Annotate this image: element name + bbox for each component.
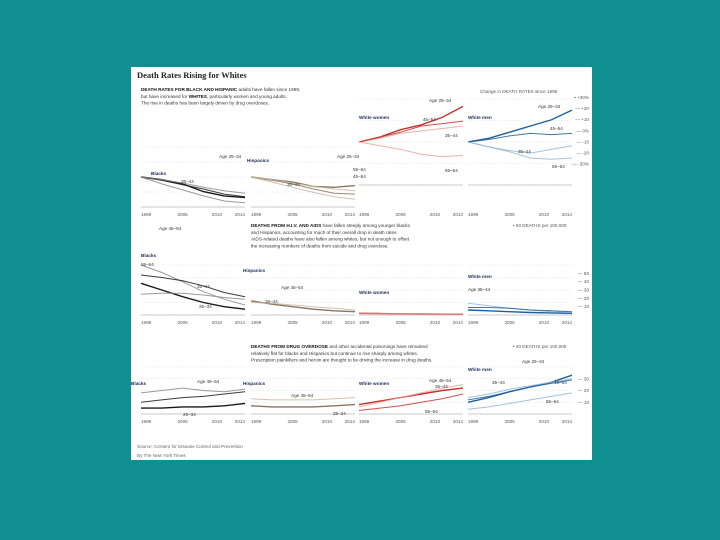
intro-segment: Prescription painkillers and heroin are thought to be driving the increase in drug deaths. [251, 357, 433, 363]
row-2-intro-line-2 [251, 358, 432, 363]
row-2-x-tick: 2014 [452, 419, 463, 424]
series-line-55–64 [359, 142, 463, 157]
row-0-x-tick: 2005 [395, 212, 406, 217]
row-1-panel-1-label: Age 45–54 [281, 285, 304, 290]
row-1-y-tick: — 30 [578, 287, 589, 293]
row-2-x-tick: 1999 [141, 419, 152, 424]
row-0-y-tick: — +10 [575, 117, 589, 123]
row-1-panel-1-label: 35–44 [265, 299, 278, 304]
row-0-panel-3-label: 45–54 [550, 126, 563, 131]
row-1-intro-line-3 [251, 243, 389, 248]
row-1-intro-line-1 [251, 230, 398, 235]
row-2-panel-0 [141, 367, 245, 414]
row-1-panel-2-label: White women [359, 290, 390, 295]
row-0-x-tick: 2014 [452, 212, 463, 217]
intro-segment: have fallen steeply among younger blacks [321, 223, 410, 228]
row-0-panel-3-label: 55–64 [552, 164, 565, 169]
row-0-panel-2-label: 45–54 [423, 117, 436, 122]
row-2-panel-2-label: Age 45–54 [429, 378, 452, 383]
row-2-x-tick: 1999 [251, 419, 262, 424]
row-2-panel-1-label: Age 45–54 [291, 393, 314, 398]
row-0-x-tick: 2005 [287, 212, 298, 217]
row-1-y-tick: — 50 [578, 270, 589, 276]
row-1-panel-1-label: Hispanics [243, 268, 266, 273]
row-1-panel-0-label: 55–64 [141, 262, 154, 267]
row-1-x-tick: 2014 [561, 320, 572, 325]
row-0-panel-3-label: White men [468, 115, 492, 120]
series-line-45–54 [468, 133, 572, 142]
intro-segment: , particularly women and young adults. [206, 93, 287, 99]
row-2-panel-0-label: Blacks [131, 381, 147, 386]
row-0-x-tick: 2010 [429, 212, 441, 217]
series-line-55–64 [141, 293, 245, 299]
row-0-panel-0-label: 35–44 [181, 179, 194, 184]
row-2-x-tick: 2014 [561, 419, 572, 424]
row-0-panel-2-label: White women [359, 115, 390, 120]
row-0-x-tick: 1999 [359, 212, 370, 217]
row-1-y-tick: — 20 [578, 295, 589, 301]
row-1-panel-0-label: Blacks [141, 253, 157, 258]
row-2-x-tick: 2005 [177, 419, 188, 424]
intro-segment: WHITES [188, 93, 207, 99]
row-2-intro-line-0 [251, 344, 428, 349]
row-2-x-tick: 2014 [234, 419, 245, 424]
row-1-y-tick: — 40 [578, 279, 589, 285]
row-2-panel-3-label: 45–54 [554, 380, 567, 385]
intro-segment: relatively flat for blacks and Hispanics but continue to rise sharply among whites. [251, 350, 419, 356]
row-1-panel-1 [251, 265, 355, 315]
row-0-axis-title: Change in DEATH RATES since 1999 [480, 89, 558, 94]
row-0-x-tick: 1999 [141, 212, 152, 217]
row-0-y-tick: — -10 [576, 139, 589, 145]
row-1-panel-3-label: Age 35–44 [468, 287, 491, 292]
chart-figure [131, 67, 592, 460]
row-2-panel-2-label: 55–64 [425, 409, 438, 414]
row-0-x-tick: 2005 [177, 212, 188, 217]
row-1-x-tick: 2005 [504, 320, 515, 325]
series-line-35–44 [251, 177, 355, 199]
row-2-x-tick: 2010 [429, 419, 441, 424]
intro-segment: the increasing numbers of deaths from suicide and drug overdose. [251, 243, 389, 249]
row-0-x-tick: 2010 [321, 212, 333, 217]
row-2-panel-2 [359, 367, 463, 414]
row-2-y-tick: — 20 [578, 388, 589, 393]
row-0-y-tick: • +30% [574, 95, 589, 100]
intro-segment: AIDS-related deaths have also fallen among whites, but not enough to offset [251, 236, 410, 242]
row-0-x-tick: 2010 [211, 212, 223, 217]
row-1-panel-3-label: White men [468, 274, 492, 279]
intro-segment: The rise in deaths has been largely driven by drug overdoses. [141, 100, 270, 106]
row-0-y-tick: — -20 [576, 150, 589, 156]
row-2-x-tick: 2010 [321, 419, 333, 424]
row-2-x-tick: 1999 [468, 419, 479, 424]
row-1-x-tick: 1999 [141, 320, 152, 325]
row-0-panel-1-label: Age 25–34 [337, 154, 360, 159]
row-2-panel-1 [251, 367, 355, 414]
row-0-x-tick: 2014 [561, 212, 572, 217]
row-2-panel-3-label: 35–44 [492, 380, 505, 385]
row-0-x-tick: 2005 [504, 212, 515, 217]
row-1-x-tick: 1999 [251, 320, 262, 325]
intro-segment: and Hispanics, accounting for much of their overall drop in death rates. [251, 229, 398, 235]
credit-note: By The New York Times [137, 453, 186, 458]
row-2-x-tick: 2005 [395, 419, 406, 424]
row-2-x-tick: 2005 [287, 419, 298, 424]
row-2-x-tick: 2005 [504, 419, 515, 424]
row-2-panel-2-label: White women [359, 381, 390, 386]
row-1-x-tick: 2010 [321, 320, 333, 325]
row-2-panel-3-label: White men [468, 367, 492, 372]
row-2-panel-0-label: Age 45–54 [197, 379, 220, 384]
intro-segment: DEATH RATES FOR BLACK AND HISPANIC [141, 87, 238, 92]
row-2-panel-0-label: 25–34 [183, 412, 196, 417]
row-0-x-tick: 1999 [251, 212, 262, 217]
row-0-y-tick: — -30% [572, 161, 589, 167]
row-1-x-tick: 2005 [287, 320, 298, 325]
row-1-x-tick: 2014 [452, 320, 463, 325]
row-1-axis-title: • 60 DEATHS per 100,000 [513, 223, 567, 228]
row-0-y-tick: — +20 [575, 106, 589, 112]
intro-segment: but have increased for [141, 93, 189, 99]
row-1-panel-0 [141, 265, 245, 315]
row-0-x-tick: 2010 [538, 212, 550, 217]
row-1-panel-0-label: 25–34 [199, 304, 212, 309]
intro-segment: and other accidental poisonings have remained [328, 344, 428, 349]
series-line-45–54 [359, 314, 463, 315]
row-2-x-tick: 1999 [359, 419, 370, 424]
row-1-x-tick: 2005 [395, 320, 406, 325]
row-0-x-tick: 1999 [468, 212, 479, 217]
source-note: Source: Centers for Disease Control and Prevention [137, 444, 243, 449]
row-2-panel-3-label: 55–64 [546, 399, 559, 404]
row-0-intro-line-0 [141, 87, 300, 92]
row-2-y-tick: — 30 [578, 376, 589, 382]
row-0-intro-line-1 [141, 94, 287, 99]
row-2-x-tick: 2014 [344, 419, 355, 424]
row-2-x-tick: 2010 [538, 419, 550, 424]
series-line-45–54 [251, 177, 355, 194]
intro-segment: DEATHS FROM H.I.V. AND AIDS [251, 223, 322, 228]
row-2-panel-2-label: 35–44 [435, 384, 448, 389]
chart-card [131, 67, 592, 460]
row-2-y-tick: — 10 [578, 399, 589, 405]
row-1-x-tick: 1999 [359, 320, 370, 325]
row-0-panel-1-label: 45–54 [353, 174, 366, 179]
row-1-x-tick: 2010 [211, 320, 223, 325]
row-0-panel-0-label: Blacks [151, 171, 167, 176]
row-1-intro-line-2 [251, 237, 410, 242]
row-1-panel-0-label: 35–44 [197, 284, 210, 289]
row-0-intro-line-2 [141, 101, 269, 106]
row-0-panel-1-label: Hispanics [247, 158, 270, 163]
intro-segment: adults have fallen since 1999, [237, 87, 301, 92]
row-1-x-tick: 2005 [177, 320, 188, 325]
row-0-x-tick: 2014 [344, 212, 355, 217]
series-line-25–34 [251, 405, 355, 407]
row-2-intro-line-1 [251, 351, 418, 356]
row-2-panel-1-label: 25–34 [333, 411, 346, 416]
row-1-y-tick: — 10 [578, 304, 589, 310]
row-0-x-tick: 2014 [234, 212, 245, 217]
series-line-25–34 [141, 403, 245, 408]
row-1-x-tick: 2010 [429, 320, 441, 325]
row-2-axis-title: • 40 DEATHS per 100,000 [513, 344, 567, 349]
chart-title: Death Rates Rising for Whites [137, 70, 247, 80]
row-1-panel-0-label: Age 45–54 [159, 226, 182, 231]
row-0-panel-2-label: 35–44 [445, 133, 458, 138]
row-2-panel-3 [468, 367, 572, 414]
row-2-panel-1-label: Hispanics [243, 381, 266, 386]
row-1-x-tick: 2010 [538, 320, 550, 325]
row-1-x-tick: 2014 [234, 320, 245, 325]
row-0-y-tick: — 0% [576, 128, 589, 134]
row-1-intro-line-0 [251, 223, 410, 228]
row-2-x-tick: 2010 [211, 419, 223, 424]
intro-segment: DEATHS FROM DRUG OVERDOSE [251, 344, 329, 349]
series-line-55–64 [141, 392, 245, 403]
row-1-x-tick: 2014 [344, 320, 355, 325]
row-2-panel-3-label: Age 25–34 [522, 359, 545, 364]
row-0-panel-0-label: Age 25–34 [219, 154, 242, 159]
row-1-x-tick: 1999 [468, 320, 479, 325]
row-0-panel-2-label: Age 25–34 [429, 98, 452, 103]
row-0-panel-1-label: 35–44 [287, 182, 300, 187]
row-0-panel-3-label: 35–44 [518, 149, 531, 154]
row-0-panel-2-label: 55–64 [445, 168, 458, 173]
row-0-panel-3-label: Age 25–34 [538, 104, 561, 109]
row-0-panel-1-label: 55–64 [353, 167, 366, 172]
row-0-panel-3 [468, 99, 572, 185]
